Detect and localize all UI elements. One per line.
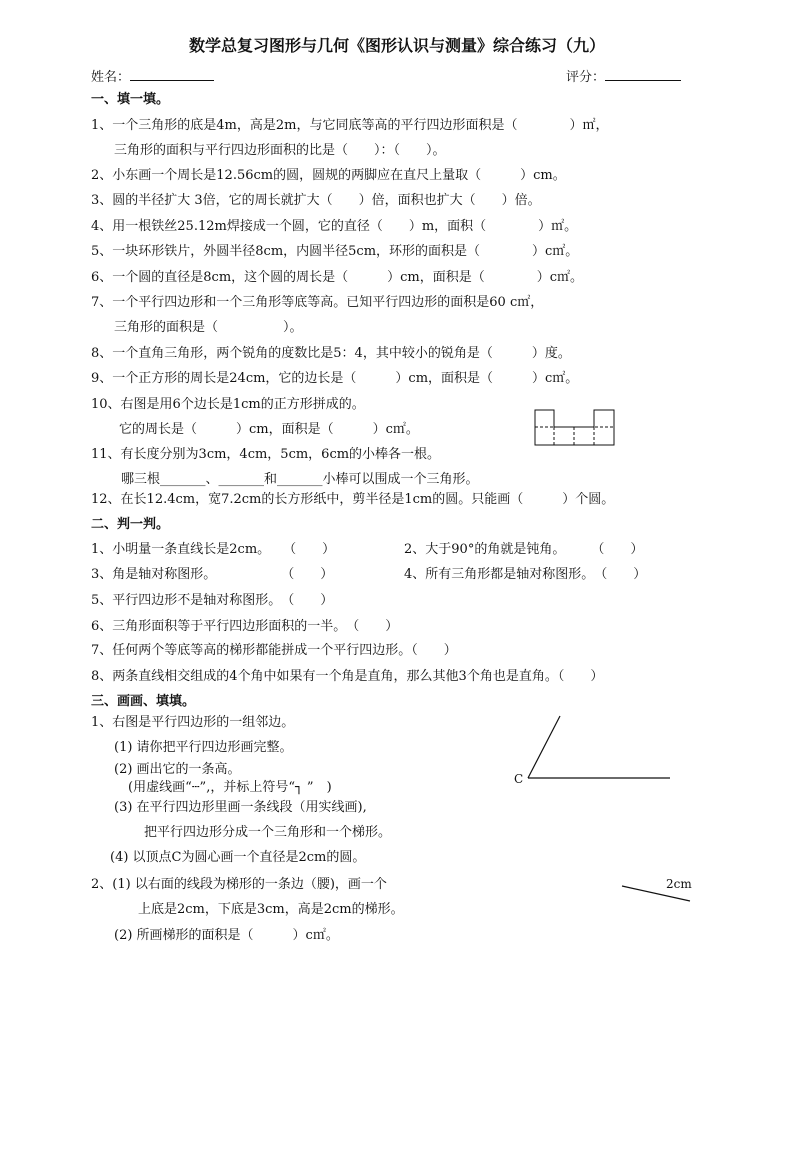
- judge-8: 8、两条直线相交组成的4个角中如果有一个角是直角，那么其他3个角也是直角。（ ）: [91, 669, 604, 684]
- question-1b: 三角形的面积与平行四边形面积的比是（ ）：（ ）。: [114, 143, 446, 158]
- name-label: 姓名：: [91, 70, 131, 85]
- judge-2: 2、大于90°的角就是钝角。 （ ）: [404, 542, 644, 557]
- name-field: [91, 66, 214, 85]
- section-1-heading: 一、填一填。: [91, 92, 170, 107]
- question-10b: 它的周长是（ ）cm，面积是（ ）c㎡。: [119, 422, 419, 437]
- question-3: 3、圆的半径扩大 3倍，它的周长就扩大（ ）倍，面积也扩大（ ）倍。: [91, 193, 541, 208]
- draw-1-part4: (4) 以顶点C为圆心画一个直径是2cm的圆。: [110, 850, 366, 865]
- judge-6: 6、三角形面积等于平行四边形面积的一半。 （ ）: [91, 619, 399, 634]
- draw-1: 1、右图是平行四边形的一组邻边。: [91, 715, 295, 730]
- question-9: 9、一个正方形的周长是24cm，它的边长是（ ）cm，面积是（ ）c㎡。: [91, 371, 579, 386]
- question-11a: 11、有长度分别为3cm，4cm，5cm，6cm的小棒各一根。: [91, 447, 441, 462]
- judge-1: 1、小明量一条直线长是2cm。 （ ）: [91, 542, 336, 557]
- judge-5: 5、平行四边形不是轴对称图形。 （ ）: [91, 593, 334, 608]
- squares-figure-dividers: [554, 427, 594, 445]
- draw-2-cont: 上底是2cm，下底是3cm，高是2cm的梯形。: [138, 902, 404, 917]
- draw-1-part2-note: (用虚线画“┄”,，并标上符号“┐ ” ): [128, 780, 332, 795]
- draw-1-part1: (1) 请你把平行四边形画完整。: [114, 740, 293, 755]
- judge-7: 7、任何两个等底等高的梯形都能拼成一个平行四边形。（ ）: [91, 643, 457, 658]
- draw-2: 2、(1) 以右面的线段为梯形的一条边（腰)，画一个: [91, 877, 387, 892]
- judge-3: 3、角是轴对称图形。 （ ）: [91, 567, 334, 582]
- parallelogram-sides-figure: [520, 712, 676, 784]
- question-7b: 三角形的面积是（ ）。: [114, 320, 303, 335]
- squares-figure: [534, 408, 618, 448]
- section-2-heading: 二、判一判。: [91, 517, 170, 532]
- question-11b: 哪三根_______、_______和_______小棒可以围成一个三角形。: [121, 472, 479, 487]
- question-7a: 7、一个平行四边形和一个三角形等底等高。已知平行四边形的面积是60 c㎡，: [91, 295, 544, 310]
- name-blank[interactable]: [130, 68, 214, 81]
- question-5: 5、一块环形铁片，外圆半径8cm，内圆半径5cm，环形的面积是（ ）c㎡。: [91, 244, 579, 259]
- score-field: [566, 66, 681, 85]
- question-1a: 1、一个三角形的底是4m，高是2m，与它同底等高的平行四边形面积是（ ）㎡，: [91, 118, 609, 133]
- vertex-c-label: C: [514, 772, 524, 786]
- question-6: 6、一个圆的直径是8cm，这个圆的周长是（ ）cm，面积是（ ）c㎡。: [91, 270, 584, 285]
- score-blank[interactable]: [605, 68, 681, 81]
- judge-4: 4、所有三角形都是轴对称图形。 （ ）: [404, 567, 647, 582]
- slanted-side-line: [528, 716, 560, 778]
- page-title: 数学总复习图形与几何《图形认识与测量》综合练习（九）: [188, 36, 605, 55]
- question-4: 4、用一根铁丝25.12m焊接成一个圆，它的直径（ ）m，面积（ ）㎡。: [91, 219, 578, 234]
- draw-1-part2: (2) 画出它的一条高。: [114, 762, 241, 777]
- section-3-heading: 三、画画、填填。: [91, 694, 196, 709]
- question-12: 12、在长12.4cm，宽7.2cm的长方形纸中，剪半径是1cm的圆。只能画（ ）个圆。: [91, 492, 615, 507]
- draw-2-part2: (2) 所画梯形的面积是（ ）c㎡。: [114, 928, 339, 943]
- question-8: 8、一个直角三角形，两个锐角的度数比是5：4，其中较小的锐角是（ ）度。: [91, 346, 571, 361]
- draw-1-part3-cont: 把平行四边形分成一个三角形和一个梯形。: [144, 825, 392, 840]
- segment-length-label: 2cm: [666, 877, 692, 891]
- question-10a: 10、右图是用6个边长是1cm的正方形拼成的。: [91, 397, 365, 412]
- draw-1-part3: (3) 在平行四边形里画一条线段（用实线画),: [114, 800, 367, 815]
- question-2: 2、小东画一个周长是12.56cm的圆，圆规的两脚应在直尺上量取（ ）cm。: [91, 168, 566, 183]
- score-label: 评分：: [566, 70, 606, 85]
